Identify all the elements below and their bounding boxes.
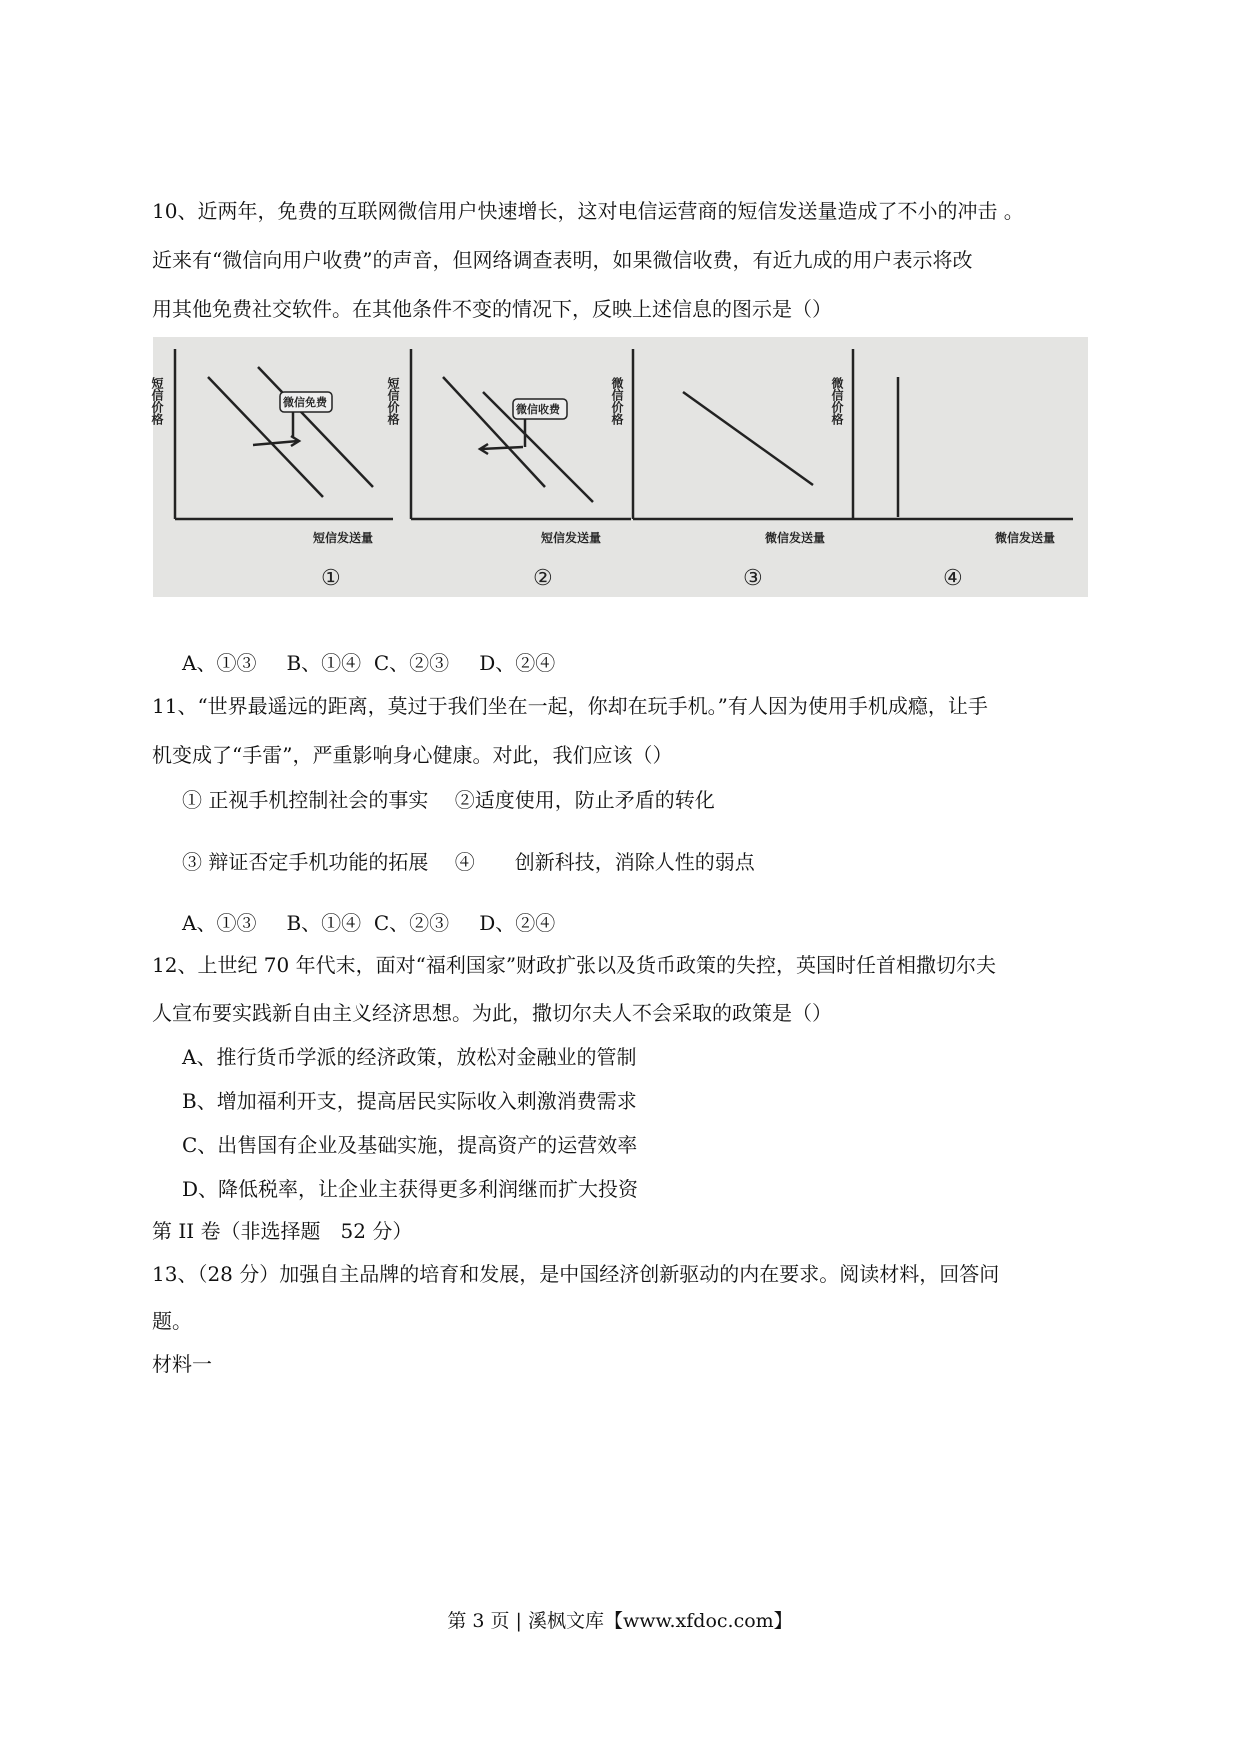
panel2-ylabel: 短信价格 [386, 377, 400, 425]
q12-line-2: 人宣布要实践新自由主义经济思想。为此，撒切尔夫人不会采取的政策是（） [152, 1001, 832, 1025]
q10-option-b: B、①④ [286, 651, 362, 675]
q11-options [182, 909, 555, 937]
panel1-ylabel: 短信价格 [150, 377, 164, 425]
q12-line-1: 12、上世纪 70 年代末，面对“福利国家”财政扩张以及货币政策的失控，英国时任首相撒切尔夫 [152, 953, 997, 977]
panel1-number: ① [321, 566, 341, 591]
q12-option-c: C、出售国有企业及基础实施，提高资产的运营效率 [182, 1133, 638, 1157]
q11-option-b: B、①④ [286, 911, 362, 935]
panel4-ylabel: 微信价格 [830, 377, 844, 425]
panel1-xlabel: 短信发送量 [313, 531, 374, 545]
panel3-number: ③ [743, 566, 763, 591]
q13-line-2: 题。 [152, 1309, 192, 1333]
q10-line-1: 10、近两年，免费的互联网微信用户快速增长，这对电信运营商的短信发送量造成了不小的冲击 。 [152, 199, 1024, 223]
panel3-ylabel: 微信价格 [610, 377, 624, 425]
q10-option-c: C、②③ [373, 651, 450, 675]
page-footer: 第 3 页 | 溪枫文库【www.xfdoc.com】 [447, 1610, 793, 1632]
q10-line-2: 近来有“微信向用户收费”的声音，但网络调查表明，如果微信收费，有近九成的用户表示将改 [152, 248, 973, 272]
q11-line-2: 机变成了“手雷”，严重影响身心健康。对此，我们应该（） [152, 743, 673, 767]
panel2-number: ② [533, 566, 553, 591]
q10-figure [150, 337, 1088, 597]
q12-option-b: B、增加福利开支，提高居民实际收入刺激消费需求 [182, 1089, 637, 1113]
q11-option-a: A、①③ [182, 911, 257, 935]
q11-line-1: 11、“世界最遥远的距离，莫过于我们坐在一起，你却在玩手机。”有人因为使用手机成瘾，让手 [152, 694, 988, 718]
q11-item-1: ① 正视手机控制社会的事实 ②适度使用，防止矛盾的转化 [182, 788, 715, 812]
section-2-heading: 第 II 卷（非选择题 52 分） [152, 1219, 413, 1243]
q13-material-label: 材料一 [152, 1352, 212, 1376]
q10-option-a: A、①③ [182, 651, 257, 675]
q11-option-d: D、②④ [479, 911, 556, 935]
q10-options [182, 649, 555, 677]
q10-option-d: D、②④ [479, 651, 556, 675]
q11-option-c: C、②③ [373, 911, 450, 935]
panel3-xlabel: 微信发送量 [765, 531, 826, 545]
q12-option-d: D、降低税率，让企业主获得更多利润继而扩大投资 [182, 1177, 639, 1201]
panel2-callout: 微信收费 [516, 403, 560, 416]
q13-line-1: 13、（28 分）加强自主品牌的培育和发展，是中国经济创新驱动的内在要求。阅读材料，回答问 [152, 1262, 1000, 1286]
q10-line-3: 用其他免费社交软件。在其他条件不变的情况下，反映上述信息的图示是（） [152, 297, 832, 321]
panel4-xlabel: 微信发送量 [995, 531, 1056, 545]
q12-option-a: A、推行货币学派的经济政策，放松对金融业的管制 [182, 1045, 637, 1069]
q11-item-2: ③ 辩证否定手机功能的拓展 ④ 创新科技，消除人性的弱点 [182, 850, 755, 874]
panel1-callout: 微信免费 [283, 396, 327, 409]
panel4-number: ④ [943, 566, 963, 591]
panel2-xlabel: 短信发送量 [541, 531, 602, 545]
